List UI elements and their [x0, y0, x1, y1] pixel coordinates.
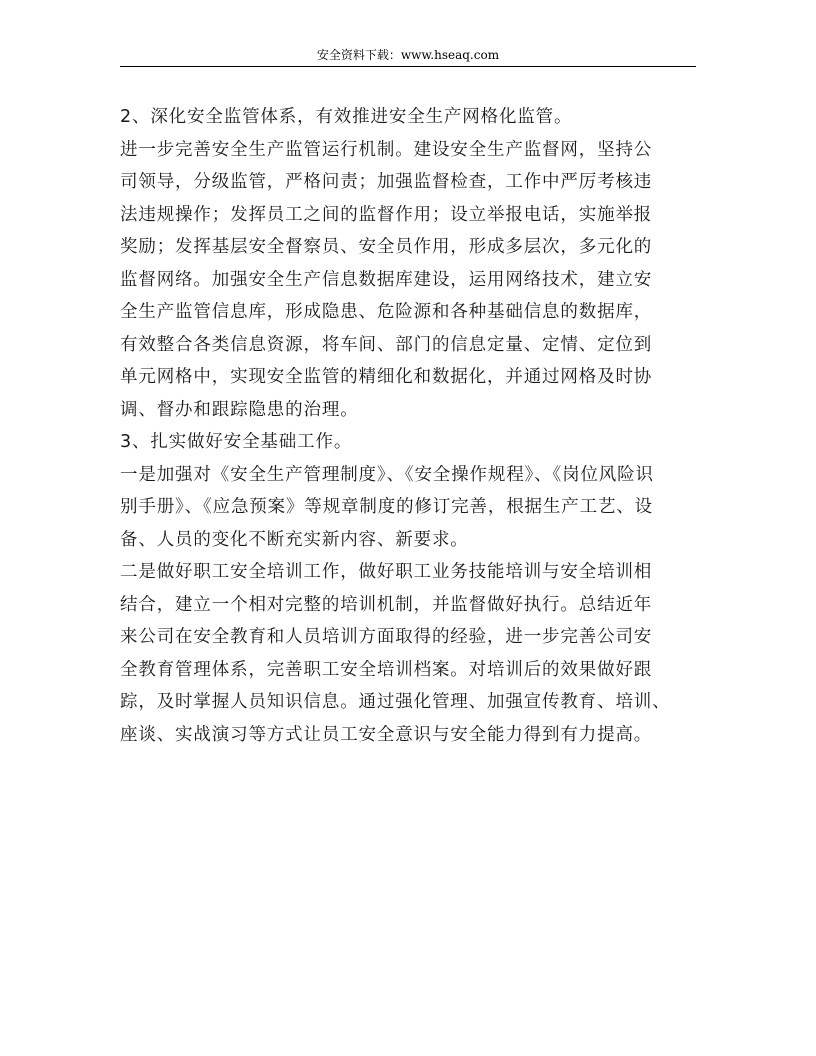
- text-line: 司领导，分级监管，严格问责；加强监督检查，工作中严厉考核违: [120, 172, 653, 192]
- text-line: 奖励；发挥基层安全督察员、安全员作用，形成多层次，多元化的: [120, 237, 653, 257]
- paragraph-training: [120, 556, 698, 751]
- section-heading-3: [120, 426, 698, 459]
- text-line: 一是加强对《安全生产管理制度》、《安全操作规程》、《岗位风险识: [120, 464, 654, 485]
- text-line: 单元网格中，实现安全监管的精细化和数据化，并通过网格及时协: [120, 367, 653, 387]
- text-line: 来公司在安全教育和人员培训方面取得的经验，进一步完善公司安: [120, 627, 653, 647]
- text-line: 全生产监管信息库，形成隐患、危险源和各种基础信息的数据库，: [120, 302, 653, 322]
- text-line: 结合，建立一个相对完整的培训机制，并监督做好执行。总结近年: [120, 594, 653, 615]
- text-line: 进一步完善安全生产监管运行机制。建设安全生产监督网，坚持公: [120, 139, 653, 160]
- header-text: 安全资料下载：www.hseaq.com: [316, 48, 500, 62]
- section-heading-2: [120, 101, 698, 134]
- text-line: 踪，及时掌握人员知识信息。通过强化管理、加强宣传教育、培训、: [120, 692, 671, 712]
- text-line: 调、督办和跟踪隐患的治理。: [120, 399, 359, 420]
- paragraph-supervision: [120, 134, 698, 427]
- text-line: 二是做好职工安全培训工作，做好职工业务技能培训与安全培训相: [120, 562, 653, 582]
- text-line: 别手册》、《应急预案》等规章制度的修订完善，根据生产工艺、设: [120, 497, 653, 517]
- text-line: 备、人员的变化不断充实新内容、新要求。: [120, 529, 469, 550]
- text-line: 座谈、实战演习等方式让员工安全意识与安全能力得到有力提高。: [120, 724, 653, 745]
- text-line: 有效整合各类信息资源，将车间、部门的信息定量、定情、定位到: [120, 334, 653, 355]
- text-line: 全教育管理体系，完善职工安全培训档案。对培训后的效果做好跟: [120, 659, 653, 680]
- text-line: 2、深化安全监管体系，有效推进安全生产网格化监管。: [120, 107, 573, 127]
- text-line: 监督网络。加强安全生产信息数据库建设，运用网络技术，建立安: [120, 269, 653, 290]
- page-header: [120, 47, 696, 67]
- document-body: [120, 101, 698, 751]
- text-line: 3、扎实做好安全基础工作。: [120, 432, 353, 452]
- text-line: 法违规操作；发挥员工之间的监督作用；设立举报电话，实施举报: [120, 204, 653, 225]
- paragraph-regulations: [120, 459, 698, 557]
